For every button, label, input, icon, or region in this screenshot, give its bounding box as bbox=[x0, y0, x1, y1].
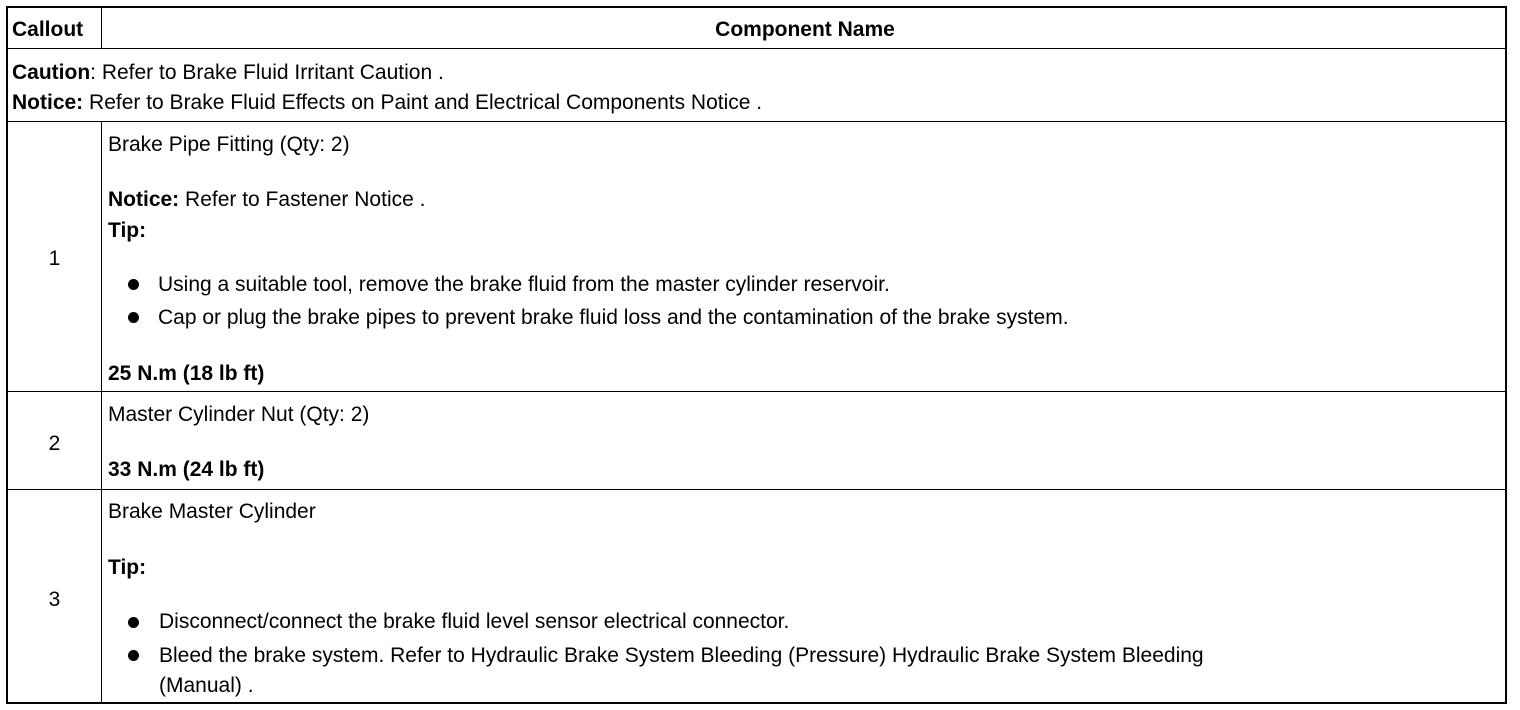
caution-text: : Refer to Brake Fluid Irritant Caution . bbox=[90, 61, 444, 84]
notice-label: Notice: bbox=[12, 91, 84, 114]
bullet-icon bbox=[128, 617, 139, 628]
row1-bullet-2: Cap or plug the brake pipes to prevent brake fluid loss and the contamination of the brake system. bbox=[158, 306, 1069, 329]
row1-tip-label: Tip: bbox=[108, 219, 147, 242]
row3-bullet-2: Bleed the brake system. Refer to Hydraulic Brake System Bleeding (Pressure) Hydraulic Brake System Bleeding bbox=[159, 644, 1204, 667]
header-divider bbox=[8, 48, 1505, 49]
row1-torque: 25 N.m (18 lb ft) bbox=[108, 362, 265, 385]
row1-callout: 1 bbox=[48, 247, 61, 270]
body-column-divider bbox=[101, 121, 102, 704]
component-table bbox=[6, 6, 1507, 704]
row1-notice-label: Notice: bbox=[108, 188, 180, 211]
bullet-icon bbox=[128, 279, 139, 290]
notice-text: Refer to Brake Fluid Effects on Paint and Electrical Components Notice . bbox=[83, 91, 763, 114]
row2-divider bbox=[8, 489, 1505, 490]
row3-bullet-1: Disconnect/connect the brake fluid level sensor electrical connector. bbox=[159, 610, 790, 633]
row1-notice bbox=[108, 189, 425, 210]
row3-name: Brake Master Cylinder bbox=[108, 500, 316, 523]
header-column-divider bbox=[101, 8, 102, 48]
row2-callout: 2 bbox=[48, 432, 61, 455]
row1-divider bbox=[8, 391, 1505, 392]
row1-name: Brake Pipe Fitting (Qty: 2) bbox=[108, 133, 350, 156]
general-caution bbox=[12, 62, 444, 83]
row2-name: Master Cylinder Nut (Qty: 2) bbox=[108, 403, 370, 426]
header-component-name: Component Name bbox=[715, 18, 895, 41]
row1-bullet-1: Using a suitable tool, remove the brake fluid from the master cylinder reservoir. bbox=[158, 273, 890, 296]
header-callout: Callout bbox=[12, 18, 84, 41]
bullet-icon bbox=[128, 312, 139, 323]
row3-bullet-2-continued: (Manual) . bbox=[159, 674, 254, 697]
row1-notice-text: Refer to Fastener Notice . bbox=[179, 188, 426, 211]
row3-callout: 3 bbox=[48, 588, 61, 611]
row3-tip-label: Tip: bbox=[108, 556, 147, 579]
caution-label: Caution bbox=[12, 61, 91, 84]
row2-torque: 33 N.m (24 lb ft) bbox=[108, 458, 265, 481]
general-notice bbox=[12, 92, 762, 113]
bullet-icon bbox=[128, 650, 139, 661]
general-divider bbox=[8, 121, 1505, 122]
